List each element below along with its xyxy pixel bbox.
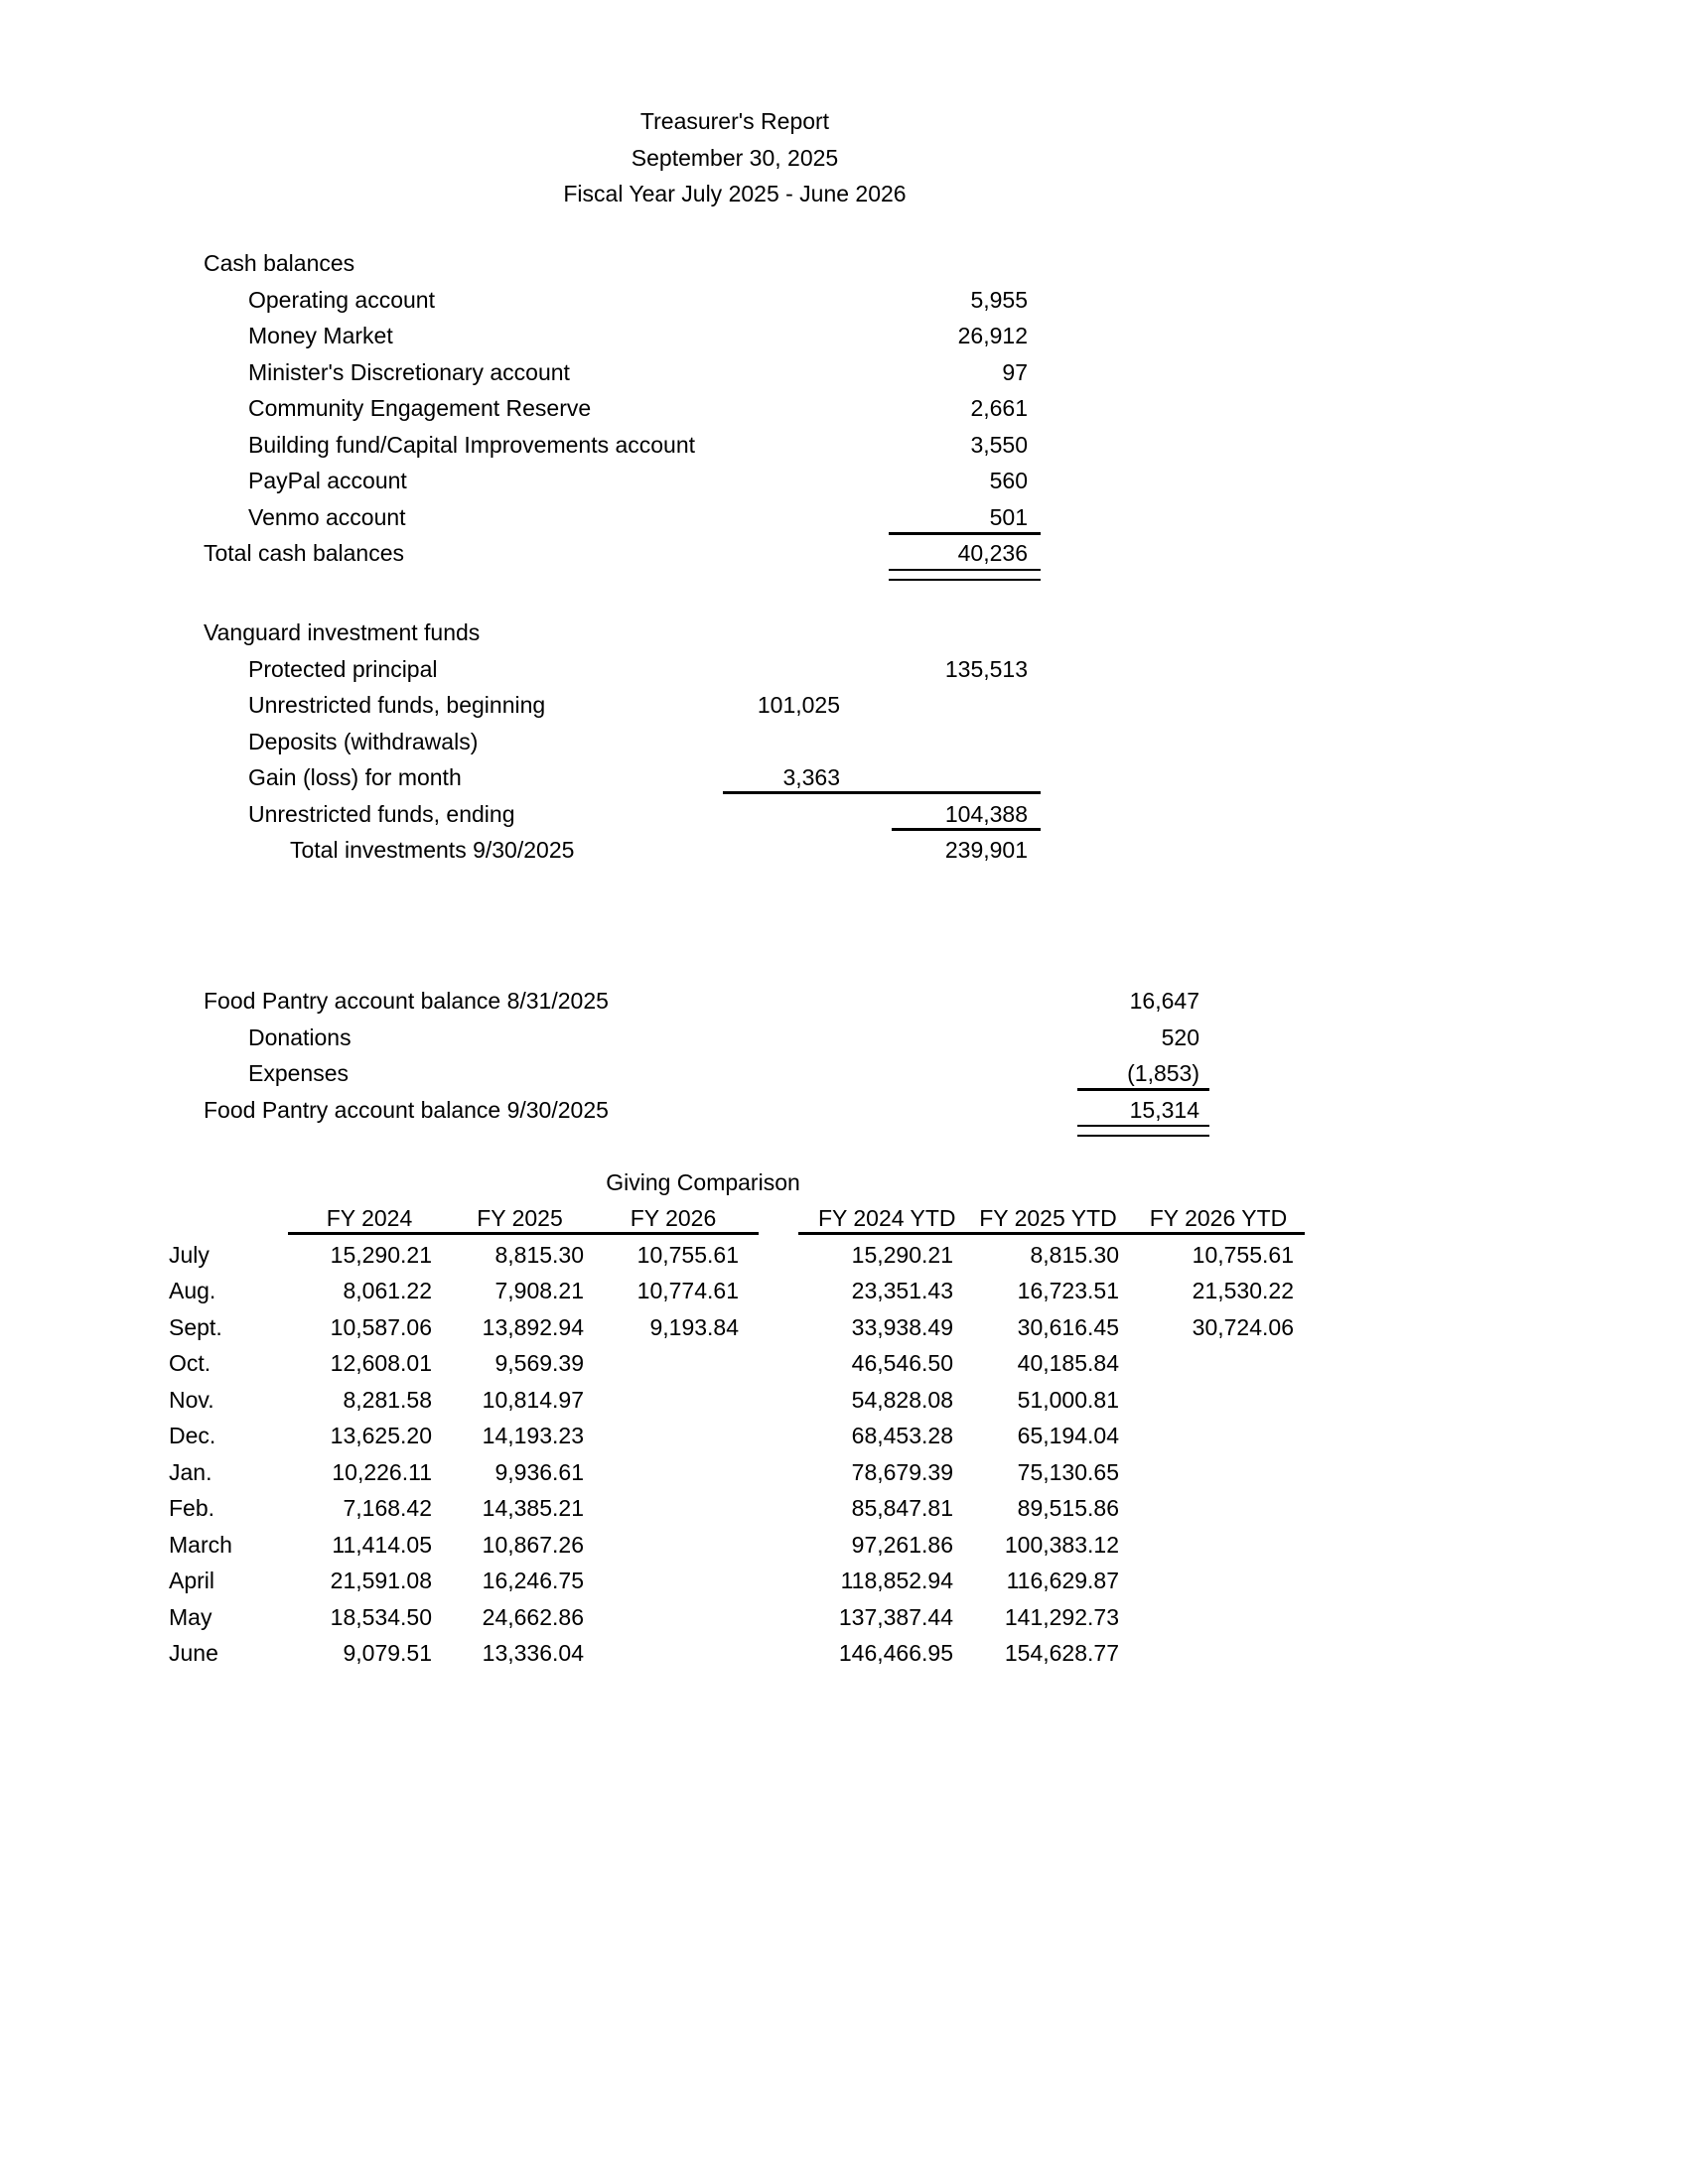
giving-row-month: Aug. (169, 1278, 216, 1303)
cash-row-value: 560 (989, 468, 1028, 493)
giving-row-gap (739, 1599, 794, 1636)
giving-row-month: April (169, 1568, 215, 1593)
giving-row (169, 1563, 1294, 1599)
food-pantry-row-value: 15,314 (1129, 1096, 1199, 1123)
giving-row-value (1119, 1454, 1294, 1491)
giving-row-month: Dec. (169, 1423, 216, 1448)
report-fiscal-year: Fiscal Year July 2025 - June 2026 (563, 181, 907, 206)
report-title: Treasurer's Report (639, 108, 830, 134)
cash-row (204, 318, 1028, 354)
giving-row-value: 15,290.21 (851, 1241, 953, 1268)
giving-row-gap (739, 1237, 794, 1274)
giving-row-value: 100,383.12 (1004, 1531, 1119, 1558)
giving-row-value (584, 1490, 739, 1527)
vanguard-row-label: Unrestricted funds, beginning (248, 692, 546, 718)
giving-row-value: 21,591.08 (330, 1568, 432, 1593)
cash-row-value: 97 (1002, 358, 1028, 385)
giving-header-month-spacer (169, 1200, 283, 1237)
giving-row-gap (739, 1635, 794, 1672)
food-pantry-row-label: Food Pantry account balance 9/30/2025 (204, 1096, 609, 1123)
food-pantry-row (204, 1092, 1199, 1129)
vanguard-heading: Vanguard investment funds (204, 619, 481, 645)
vanguard-ending-rule (892, 828, 1041, 831)
giving-row (169, 1345, 1294, 1382)
giving-row-value: 8,815.30 (494, 1241, 584, 1268)
report-date: September 30, 2025 (631, 144, 839, 171)
food-pantry-rows (204, 983, 1199, 1128)
giving-row-value: 7,908.21 (494, 1278, 584, 1303)
giving-row-value (584, 1454, 739, 1491)
giving-row-value: 10,587.06 (330, 1313, 432, 1340)
giving-row-value (1119, 1382, 1294, 1419)
vanguard-row-right-value (840, 724, 1028, 760)
giving-row-value: 10,226.11 (332, 1458, 432, 1485)
giving-row-month: Nov. (169, 1386, 214, 1413)
giving-row-value (584, 1635, 739, 1672)
giving-row-gap (739, 1345, 794, 1382)
giving-row-value: 10,774.61 (636, 1278, 739, 1303)
vanguard-row (204, 724, 1028, 760)
cash-balances-section (204, 245, 1028, 572)
food-pantry-row (204, 983, 1199, 1020)
vanguard-row (204, 832, 1028, 869)
giving-row-value: 54,828.08 (851, 1386, 953, 1413)
giving-data-rows (169, 1237, 1294, 1672)
giving-row-value (584, 1418, 739, 1454)
giving-row-value: 68,453.28 (851, 1423, 953, 1448)
giving-row-value: 18,534.50 (330, 1603, 432, 1630)
giving-row (169, 1454, 1294, 1491)
giving-row-value: 154,628.77 (1004, 1640, 1119, 1666)
cash-row-label: Community Engagement Reserve (248, 395, 592, 421)
giving-row-value: 14,193.23 (482, 1423, 584, 1448)
giving-row-month: March (169, 1531, 232, 1558)
food-pantry-section (204, 983, 1199, 1128)
giving-row-value: 10,814.97 (482, 1386, 584, 1413)
giving-row-month: July (169, 1241, 210, 1268)
giving-row (169, 1490, 1294, 1527)
giving-row-value (584, 1382, 739, 1419)
giving-row-gap (739, 1490, 794, 1527)
giving-row-value: 15,290.21 (330, 1241, 432, 1268)
vanguard-row-label: Total investments 9/30/2025 (290, 837, 575, 863)
cash-total-row (204, 535, 1028, 572)
giving-row-month: Feb. (169, 1495, 215, 1521)
cash-row-value: 5,955 (970, 286, 1028, 313)
food-pantry-row-label: Expenses (248, 1060, 350, 1086)
vanguard-row (204, 687, 1028, 724)
food-pantry-row (204, 1055, 1199, 1092)
giving-header-fy2025-ytd: FY 2025 YTD (979, 1205, 1117, 1231)
giving-row-value: 24,662.86 (482, 1603, 584, 1630)
cash-row-label: Money Market (248, 323, 393, 348)
giving-header-fy2024-ytd: FY 2024 YTD (818, 1205, 956, 1231)
giving-row (169, 1418, 1294, 1454)
vanguard-row-label: Protected principal (248, 655, 438, 682)
giving-row-month: Oct. (169, 1350, 211, 1376)
giving-row-value: 75,130.65 (1017, 1458, 1119, 1485)
giving-row-value (584, 1527, 739, 1564)
giving-row-value: 30,616.45 (1017, 1313, 1119, 1340)
pantry-total-double-rule (1077, 1125, 1209, 1137)
cash-row (204, 282, 1028, 319)
giving-header-fy2026-ytd: FY 2026 YTD (1149, 1205, 1288, 1231)
report-title-block (238, 103, 1231, 212)
giving-comparison-title: Giving Comparison (606, 1169, 800, 1195)
giving-row-value: 13,892.94 (482, 1313, 584, 1340)
giving-row-value (1119, 1490, 1294, 1527)
vanguard-row-label: Deposits (withdrawals) (248, 728, 479, 754)
cash-balances-heading: Cash balances (204, 250, 355, 276)
giving-row-value: 10,755.61 (636, 1241, 739, 1268)
cash-balances-rows (204, 282, 1028, 536)
giving-row-value: 8,281.58 (343, 1386, 432, 1413)
vanguard-heading-row (204, 614, 1028, 651)
cash-row-value: 501 (989, 503, 1028, 530)
food-pantry-row-value: 520 (1161, 1024, 1199, 1050)
giving-row-value: 51,000.81 (1017, 1386, 1119, 1413)
vanguard-gain-rule (723, 791, 1041, 794)
giving-comparison-table (169, 1200, 1294, 1672)
cash-total-label: Total cash balances (204, 540, 405, 566)
giving-row-value: 141,292.73 (1004, 1603, 1119, 1630)
giving-row (169, 1237, 1294, 1274)
vanguard-row-right-value: 239,901 (944, 837, 1028, 863)
cash-row-label: PayPal account (248, 468, 407, 493)
giving-row-month: May (169, 1603, 212, 1630)
vanguard-row-mid-value (681, 724, 840, 760)
giving-row-value: 16,723.51 (1017, 1278, 1119, 1303)
vanguard-row-right-value: 135,513 (944, 655, 1028, 682)
giving-row-gap (739, 1527, 794, 1564)
giving-row-value: 13,625.20 (330, 1423, 432, 1448)
giving-row-value: 9,569.39 (494, 1350, 584, 1376)
vanguard-row-right-value: 104,388 (944, 800, 1028, 827)
giving-row-gap (739, 1418, 794, 1454)
cash-total-value: 40,236 (957, 540, 1028, 566)
giving-row-value: 85,847.81 (851, 1495, 953, 1521)
food-pantry-row-label: Donations (248, 1024, 352, 1050)
giving-row-value: 10,755.61 (1192, 1241, 1294, 1268)
vanguard-row-mid-value: 101,025 (757, 692, 840, 718)
food-pantry-row (204, 1020, 1199, 1056)
giving-row-value: 9,193.84 (649, 1313, 739, 1340)
giving-row (169, 1527, 1294, 1564)
giving-row-value: 11,414.05 (332, 1531, 432, 1558)
cash-total-top-rule (889, 532, 1041, 535)
giving-row-value (584, 1345, 739, 1382)
cash-row-value: 3,550 (970, 431, 1028, 458)
giving-row-value: 10,867.26 (482, 1531, 584, 1558)
giving-row-value: 23,351.43 (851, 1278, 953, 1303)
giving-row (169, 1382, 1294, 1419)
food-pantry-row-value: (1,853) (1127, 1060, 1199, 1086)
giving-row-month: Sept. (169, 1313, 222, 1340)
cash-row (204, 463, 1028, 499)
giving-row-gap (739, 1563, 794, 1599)
cash-balances-heading-row (204, 245, 1028, 282)
giving-row-value: 137,387.44 (838, 1603, 953, 1630)
giving-row (169, 1599, 1294, 1636)
giving-row-value (584, 1599, 739, 1636)
vanguard-rows (204, 651, 1028, 869)
vanguard-row-mid-value: 3,363 (782, 764, 840, 790)
giving-row-gap (739, 1382, 794, 1419)
giving-row-value (1119, 1345, 1294, 1382)
giving-row-value: 9,079.51 (343, 1640, 432, 1666)
vanguard-row (204, 651, 1028, 688)
giving-row-value: 12,608.01 (330, 1350, 432, 1376)
giving-row-value (1119, 1635, 1294, 1672)
giving-header-rule-right (798, 1232, 1305, 1235)
giving-header-fy2026: FY 2026 (630, 1205, 717, 1231)
giving-row-value: 33,938.49 (851, 1313, 953, 1340)
cash-row (204, 499, 1028, 536)
giving-row-value (1119, 1563, 1294, 1599)
cash-row-label: Venmo account (248, 503, 406, 530)
giving-row-value (584, 1563, 739, 1599)
cash-row-value: 26,912 (957, 323, 1028, 348)
vanguard-row-mid-value (681, 796, 840, 833)
giving-row-value: 78,679.39 (851, 1458, 953, 1485)
vanguard-row (204, 796, 1028, 833)
giving-row-value: 13,336.04 (482, 1640, 584, 1666)
giving-row-value: 14,385.21 (482, 1495, 584, 1521)
cash-row (204, 427, 1028, 464)
giving-row-value: 30,724.06 (1192, 1313, 1294, 1340)
vanguard-row-mid-value (681, 651, 840, 688)
giving-row-value: 7,168.42 (343, 1495, 432, 1521)
giving-header-rule-left (288, 1232, 759, 1235)
vanguard-row-mid-value (681, 832, 840, 869)
food-pantry-row-label: Food Pantry account balance 8/31/2025 (204, 988, 609, 1014)
cash-row-label: Building fund/Capital Improvements account (248, 431, 696, 458)
giving-row-value: 21,530.22 (1192, 1278, 1294, 1303)
giving-row-value (1119, 1527, 1294, 1564)
giving-row-month: Jan. (169, 1458, 212, 1485)
giving-row (169, 1273, 1294, 1309)
giving-row-value: 40,185.84 (1017, 1350, 1119, 1376)
giving-row-value: 9,936.61 (494, 1458, 584, 1485)
vanguard-row-right-value (840, 687, 1028, 724)
giving-row-gap (739, 1273, 794, 1309)
giving-row-value: 8,815.30 (1030, 1241, 1119, 1268)
giving-row-value: 65,194.04 (1017, 1423, 1119, 1448)
cash-row (204, 390, 1028, 427)
food-pantry-row-value: 16,647 (1129, 988, 1199, 1014)
giving-row-value (1119, 1599, 1294, 1636)
giving-row-value: 16,246.75 (482, 1568, 584, 1593)
giving-row (169, 1635, 1294, 1672)
giving-row (169, 1309, 1294, 1346)
vanguard-row-label: Gain (loss) for month (248, 764, 462, 790)
giving-row-gap (739, 1309, 794, 1346)
vanguard-row-label: Unrestricted funds, ending (248, 800, 515, 827)
pantry-expenses-rule (1077, 1088, 1209, 1091)
giving-row-month: June (169, 1640, 218, 1666)
cash-total-double-rule (889, 569, 1041, 581)
giving-header-fy2025: FY 2025 (477, 1205, 563, 1231)
giving-row-value (1119, 1418, 1294, 1454)
cash-row-value: 2,661 (970, 395, 1028, 421)
giving-row-value: 118,852.94 (840, 1568, 953, 1593)
giving-row-value: 97,261.86 (851, 1531, 953, 1558)
giving-row-value: 46,546.50 (851, 1350, 953, 1376)
cash-row (204, 354, 1028, 391)
giving-row-value: 146,466.95 (838, 1640, 953, 1666)
giving-row-gap (739, 1454, 794, 1491)
cash-row-label: Minister's Discretionary account (248, 358, 570, 385)
giving-row-value: 89,515.86 (1017, 1495, 1119, 1521)
giving-row-value: 8,061.22 (343, 1278, 432, 1303)
giving-row-value: 116,629.87 (1006, 1568, 1119, 1593)
giving-header-fy2024: FY 2024 (326, 1205, 413, 1231)
cash-row-label: Operating account (248, 286, 435, 313)
